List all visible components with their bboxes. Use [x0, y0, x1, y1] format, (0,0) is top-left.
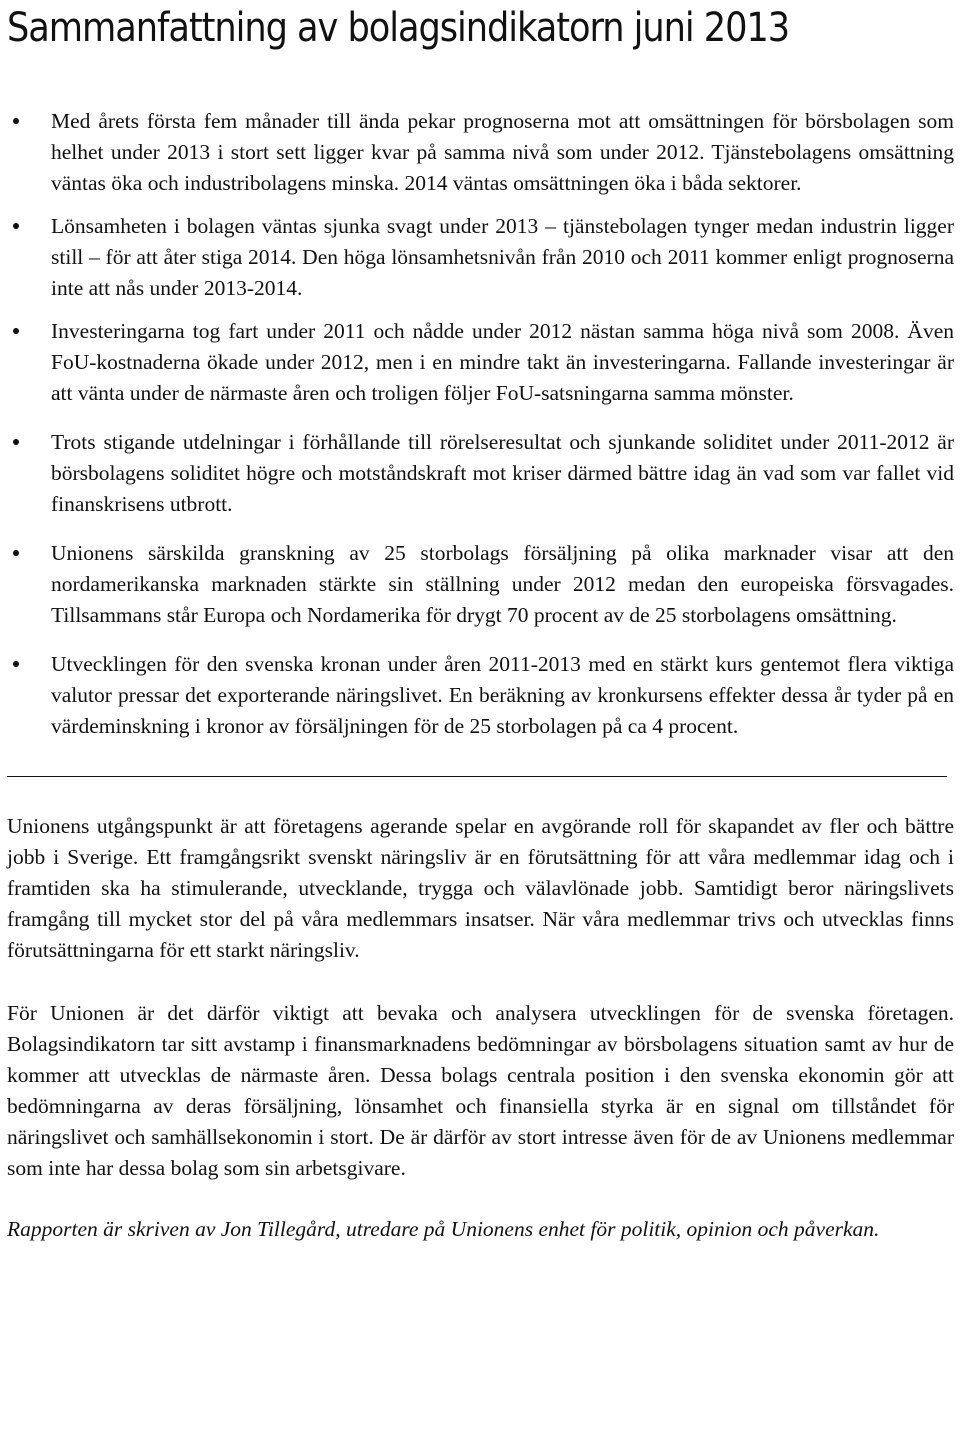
bullet-text: Lönsamheten i bolagen väntas sjunka svagt under 2013 – tjänstebolagen tynger medan industrin ligger still – för att åter stiga 2014. Den höga lönsamhetsnivån från 2010 och 2011 kommer enligt prognoserna inte att nås under 2013-2014.: [51, 214, 954, 300]
bullet-icon: [13, 661, 19, 667]
body-paragraph: Unionens utgångspunkt är att företagens agerande spelar en avgörande roll för skapandet av fler och bättre jobb i Sverige. Ett framgångsrikt svenskt näringsliv är en förutsättning för att våra medlemmar idag och i framtiden ska ha stimulerande, utvecklande, trygga och välavlönade jobb. Samtidigt beror näringslivets framgång till mycket stor del på våra medlemmars insatser. När våra medlemmar trivs och utvecklas finns förutsättningarna för ett starkt näringsliv.: [7, 814, 954, 962]
bullet-icon: [13, 439, 19, 445]
bullet-text: Unionens särskilda granskning av 25 storbolags försäljning på olika marknader visar att den nordamerikanska marknaden stärkte sin ställning under 2012 medan den europeiska försvagades. Tillsammans står Europa och Nordamerika för drygt 70 procent av de 25 storbolagens omsättning.: [51, 541, 954, 627]
page-title: Sammanfattning av bolagsindikatorn juni 2013: [7, 5, 790, 51]
bullet-item: [7, 649, 954, 742]
body-paragraph: För Unionen är det därför viktigt att bevaka och analysera utvecklingen för de svenska företagen. Bolagsindikatorn tar sitt avstamp i finansmarknadens bedömningar av börsbolagens situation samt av hur de kommer att utvecklas de närmaste åren. Dessa bolags centrala position i den svenska ekonomin gör att bedömningarna av deras försäljning, lönsamhet och finansiella styrka är en signal om tillståndet för näringslivet och samhällsekonomin i stort. De är därför av stort intresse även för de av Unionens medlemmar som inte har dessa bolag som sin arbetsgivare.: [7, 1001, 954, 1180]
bullet-item: [7, 211, 954, 304]
bullet-icon: [13, 118, 19, 124]
summary-bullet-list: [7, 106, 954, 742]
bullet-icon: [13, 328, 19, 334]
author-note: Rapporten är skriven av Jon Tillegård, utredare på Unionens enhet för politik, opinion och påverkan.: [7, 1217, 880, 1241]
bullet-item: [7, 316, 954, 409]
bullet-text: Utvecklingen för den svenska kronan under åren 2011-2013 med en stärkt kurs gentemot flera viktiga valutor pressar det exporterande näringslivet. En beräkning av kronkursens effekter dessa år tyder på en värdeminskning i kronor av försäljningen för de 25 storbolagen på ca 4 procent.: [51, 652, 954, 738]
bullet-icon: [13, 550, 19, 556]
bullet-item: [7, 538, 954, 631]
bullet-icon: [13, 223, 19, 229]
section-divider: [7, 776, 947, 777]
bullet-text: Trots stigande utdelningar i förhållande till rörelseresultat och sjunkande soliditet under 2011-2012 är börsbolagens soliditet högre och motståndskraft mot kriser därmed bättre idag än vad som var fallet vid finanskrisens utbrott.: [51, 430, 954, 516]
bullet-item: [7, 427, 954, 520]
bullet-text: Med årets första fem månader till ända pekar prognoserna mot att omsättningen för börsbolagen som helhet under 2013 i stort sett ligger kvar på samma nivå som under 2012. Tjänstebolagens omsättning väntas öka och industribolagens minska. 2014 väntas omsättningen öka i båda sektorer.: [51, 109, 954, 195]
bullet-text: Investeringarna tog fart under 2011 och nådde under 2012 nästan samma höga nivå som 2008. Även FoU-kostnaderna ökade under 2012, men i en mindre takt än investeringarna. Fallande investeringar är att vänta under de närmaste åren och troligen följer FoU-satsningarna samma mönster.: [51, 319, 954, 405]
bullet-item: [7, 106, 954, 199]
